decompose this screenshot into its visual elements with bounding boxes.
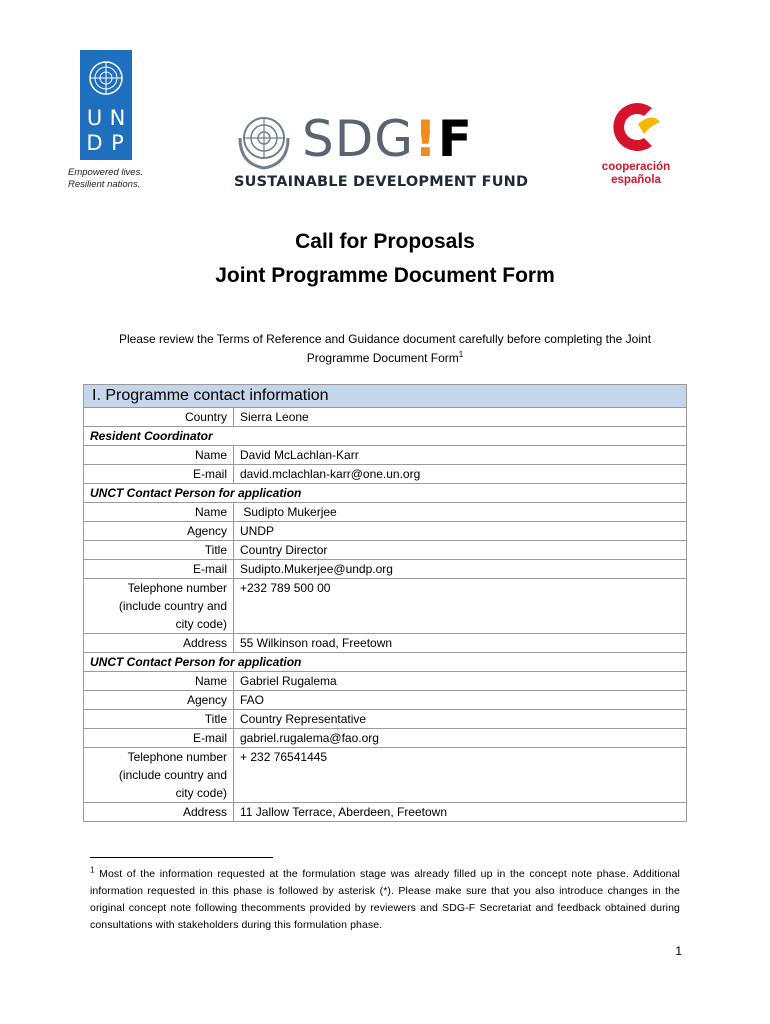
field-label: Agency — [84, 522, 234, 541]
field-label: Agency — [84, 691, 234, 710]
phone-label-line: city code) — [175, 617, 227, 631]
phone-label-line: (include country and — [118, 768, 227, 782]
footnote — [90, 866, 680, 934]
tagline-line: Resilient nations. — [68, 179, 141, 190]
table-row — [84, 541, 687, 560]
undp-tagline — [68, 167, 158, 191]
undp-letter: U — [86, 106, 103, 130]
table-row — [84, 672, 687, 691]
phone-label-line: Telephone number — [127, 750, 227, 764]
tagline-line: Empowered lives. — [68, 167, 143, 178]
phone-label-line: Telephone number — [127, 581, 227, 595]
contact1-title-value[interactable]: Country Director — [234, 541, 687, 560]
table-row — [84, 748, 687, 803]
footnote-text: Most of the information requested at the formulation stage was already filled up in the concept note phase. Additional information requested in this phase is followed by asterisk (*). Please make sure that you also introduce changes in the original concept note following thecomments provided by reviewers and SDG-F Secretariat and feedback obtained during consultations with stakeholders during this formulation phase. — [90, 868, 680, 931]
sdgf-word: SDG — [302, 110, 414, 168]
contact1-name-value[interactable]: Sudipto Mukerjee — [234, 503, 687, 522]
section-header: I. Programme contact information — [84, 385, 687, 408]
table-row — [84, 710, 687, 729]
un-wreath-icon — [232, 108, 296, 172]
sdgf-bang: ! — [413, 110, 438, 168]
country-value[interactable]: Sierra Leone — [234, 408, 687, 427]
footnote-mark: 1 — [90, 865, 95, 875]
contact2-title-value[interactable]: Country Representative — [234, 710, 687, 729]
table-row — [84, 408, 687, 427]
table-row — [84, 522, 687, 541]
undp-letter: N — [109, 106, 126, 130]
contact2-address-value[interactable]: 11 Jallow Terrace, Aberdeen, Freetown — [234, 803, 687, 822]
field-label: Name — [84, 446, 234, 465]
phone-label-line: (include country and — [118, 599, 227, 613]
unct-contact-heading: UNCT Contact Person for application — [84, 484, 687, 503]
undp-letter: D — [86, 131, 103, 155]
field-label: Title — [84, 541, 234, 560]
field-label: Title — [84, 710, 234, 729]
footnote-ref[interactable]: 1 — [458, 350, 464, 359]
field-label: Address — [84, 803, 234, 822]
rc-email-value[interactable]: david.mclachlan-karr@one.un.org — [234, 465, 687, 484]
sdgf-subtitle: SUSTAINABLE DEVELOPMENT FUND — [234, 174, 529, 190]
intro-text: Please review the Terms of Reference and Guidance document carefully before completing the Joint Programme Document Form — [118, 332, 652, 365]
field-label: Address — [84, 634, 234, 653]
footnote-divider — [90, 857, 273, 858]
contact1-address-value[interactable]: 55 Wilkinson road, Freetown — [234, 634, 687, 653]
page-number: 1 — [675, 944, 682, 958]
table-row — [84, 560, 687, 579]
table-row — [84, 465, 687, 484]
undp-logo — [80, 50, 132, 160]
table-row — [84, 803, 687, 822]
table-row — [84, 503, 687, 522]
contact2-name-value[interactable]: Gabriel Rugalema — [234, 672, 687, 691]
sdgf-wordmark — [302, 108, 473, 170]
sdgf-f: F — [437, 110, 473, 168]
cooperacion-mark-icon — [608, 96, 662, 158]
sdgf-logo — [232, 108, 529, 198]
contact2-phone-value[interactable]: + 232 76541445 — [234, 748, 687, 803]
document-title: Call for Proposals — [295, 230, 475, 253]
table-row — [84, 691, 687, 710]
field-label — [84, 748, 234, 803]
resident-coordinator-heading: Resident Coordinator — [84, 427, 687, 446]
field-label — [84, 579, 234, 634]
field-label: E-mail — [84, 729, 234, 748]
contact1-agency-value[interactable]: UNDP — [234, 522, 687, 541]
field-label: E-mail — [84, 560, 234, 579]
table-row — [84, 729, 687, 748]
table-row — [84, 446, 687, 465]
coop-name-line: cooperación — [601, 161, 671, 173]
table-row — [84, 634, 687, 653]
rc-name-value[interactable]: David McLachlan-Karr — [234, 446, 687, 465]
coop-name-line: española — [611, 174, 661, 186]
table-row — [84, 579, 687, 634]
undp-letter: P — [111, 131, 124, 155]
contact-info-table — [83, 384, 687, 822]
field-label: E-mail — [84, 465, 234, 484]
field-label: Name — [84, 672, 234, 691]
intro-paragraph — [90, 330, 680, 368]
field-label: Country — [84, 408, 234, 427]
phone-label-line: city code) — [175, 786, 227, 800]
contact2-email-value[interactable]: gabriel.rugalema@fao.org — [234, 729, 687, 748]
contact1-phone-value[interactable]: +232 789 500 00 — [234, 579, 687, 634]
contact2-agency-value[interactable]: FAO — [234, 691, 687, 710]
contact1-email-value[interactable]: Sudipto.Mukerjee@undp.org — [234, 560, 687, 579]
unct-contact-heading: UNCT Contact Person for application — [84, 653, 687, 672]
cooperacion-logo — [600, 96, 670, 206]
un-emblem-icon — [88, 60, 124, 96]
field-label: Name — [84, 503, 234, 522]
document-subtitle: Joint Programme Document Form — [215, 264, 555, 287]
